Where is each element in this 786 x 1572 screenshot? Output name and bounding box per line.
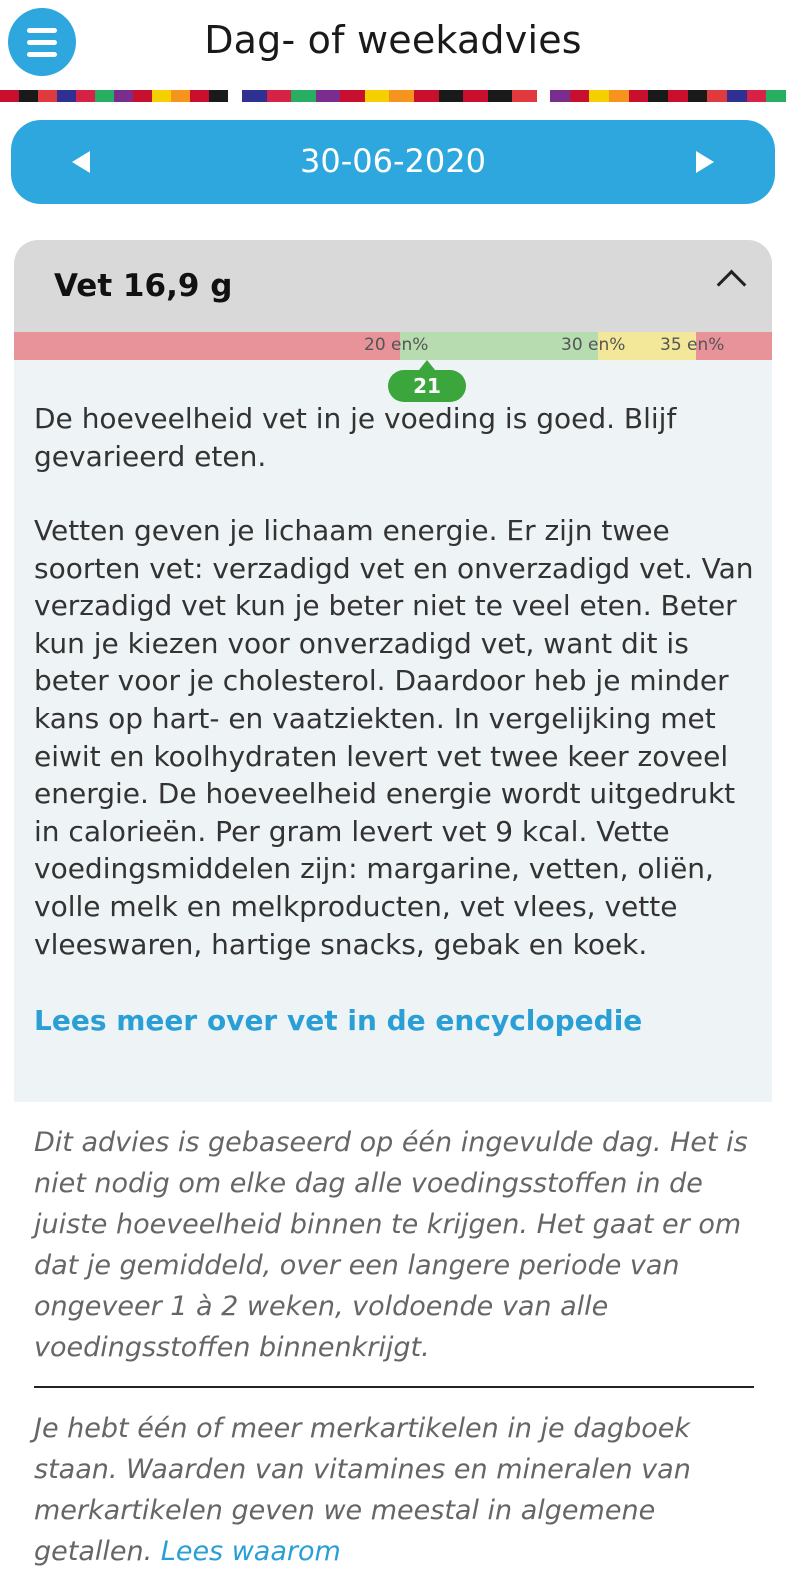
nutrient-description: Vetten geven je lichaam energie. Er zijn twee soorten vet: verzadigd vet en onverzadigd vet. Van verzadigd vet kun je beter niet te veel eten. Beter kun je kiezen voor onverzadigd vet, want dit is beter voor je cholesterol. Daardoor heb je minder kans op hart- en vaatziekten. In vergelijking met eiwit en koolhydraten levert vet twee keer zoveel energie. De hoeveelheid energie wordt uitgedrukt in calorieën. Per gram levert vet 9 kcal. Vette voedingsmiddelen zijn: margarine, vetten, oliën, volle melk en melkproducten, vet vlees, vette vleeswaren, hartige snacks, gebak en koek. bbox=[34, 514, 754, 961]
triangle-right-icon bbox=[696, 151, 714, 173]
nutrient-summary: De hoeveelheid vet in je voeding is goed. Blijf gevarieerd eten. bbox=[34, 402, 677, 473]
stripe-block bbox=[463, 90, 488, 102]
stripe-block bbox=[668, 90, 688, 102]
stripe-block bbox=[648, 90, 668, 102]
decorative-stripe bbox=[550, 90, 786, 102]
stripe-block bbox=[439, 90, 464, 102]
chevron-up-icon[interactable] bbox=[717, 270, 747, 300]
brand-articles-note bbox=[34, 1408, 754, 1572]
stripe-block bbox=[152, 90, 171, 102]
stripe-block bbox=[727, 90, 747, 102]
stripe-block bbox=[76, 90, 95, 102]
stripe-block bbox=[747, 90, 767, 102]
stripe-block bbox=[688, 90, 708, 102]
stripe-block bbox=[629, 90, 649, 102]
scale-zone-low bbox=[14, 332, 400, 360]
stripe-block bbox=[365, 90, 390, 102]
stripe-block bbox=[19, 90, 38, 102]
stripe-block bbox=[38, 90, 57, 102]
stripe-block bbox=[114, 90, 133, 102]
date-navigator bbox=[11, 120, 775, 204]
stripe-block bbox=[209, 90, 228, 102]
stripe-block bbox=[589, 90, 609, 102]
nutrient-card bbox=[14, 240, 772, 1102]
stripe-block bbox=[550, 90, 570, 102]
decorative-stripe bbox=[242, 90, 537, 102]
stripe-block bbox=[95, 90, 114, 102]
decorative-stripe bbox=[0, 90, 228, 102]
stripe-block bbox=[242, 90, 267, 102]
page-title: Dag- of weekadvies bbox=[204, 18, 582, 62]
stripe-block bbox=[609, 90, 629, 102]
stripe-block bbox=[133, 90, 152, 102]
stripe-block bbox=[171, 90, 190, 102]
divider bbox=[34, 1386, 754, 1388]
stripe-block bbox=[488, 90, 513, 102]
brand-articles-text: Je hebt één of meer merkartikelen in je dagboek staan. Waarden van vitamines en mineralen van merkartikelen geven we meestal in algemene getallen. bbox=[34, 1413, 691, 1567]
encyclopedia-link[interactable]: Lees meer over vet in de encyclopedie bbox=[34, 1004, 643, 1037]
stripe-block bbox=[414, 90, 439, 102]
stripe-block bbox=[267, 90, 292, 102]
stripe-block bbox=[316, 90, 341, 102]
stripe-block bbox=[57, 90, 76, 102]
stripe-block bbox=[707, 90, 727, 102]
read-why-link[interactable]: Lees waarom bbox=[160, 1536, 341, 1567]
intake-scale bbox=[14, 332, 772, 360]
stripe-block bbox=[570, 90, 590, 102]
stripe-block bbox=[340, 90, 365, 102]
stripe-block bbox=[389, 90, 414, 102]
stripe-block bbox=[190, 90, 209, 102]
app-header bbox=[0, 0, 786, 90]
next-date-button[interactable] bbox=[687, 144, 723, 180]
stripe-block bbox=[512, 90, 537, 102]
stripe-block bbox=[766, 90, 786, 102]
stripe-block bbox=[291, 90, 316, 102]
value-marker: 21 bbox=[388, 370, 466, 402]
advice-note: Dit advies is gebaseerd op één ingevulde dag. Het is niet nodig om elke dag alle voedingsstoffen in de juiste hoeveelheid binnen te krijgen. Het gaat er om dat je gemiddeld, over een langere periode van ongeveer 1 à 2 weken, voldoende van alle voedingsstoffen binnenkrijgt. bbox=[34, 1127, 748, 1363]
scale-label-30: 30 en% bbox=[561, 335, 626, 355]
value-pointer bbox=[419, 360, 435, 370]
nutrient-card-header[interactable] bbox=[14, 240, 772, 332]
stripe-block bbox=[0, 90, 19, 102]
nutrient-title: Vet 16,9 g bbox=[54, 268, 233, 304]
scale-label-20: 20 en% bbox=[364, 335, 429, 355]
current-date[interactable]: 30-06-2020 bbox=[300, 142, 486, 180]
scale-label-35: 35 en% bbox=[660, 335, 725, 355]
